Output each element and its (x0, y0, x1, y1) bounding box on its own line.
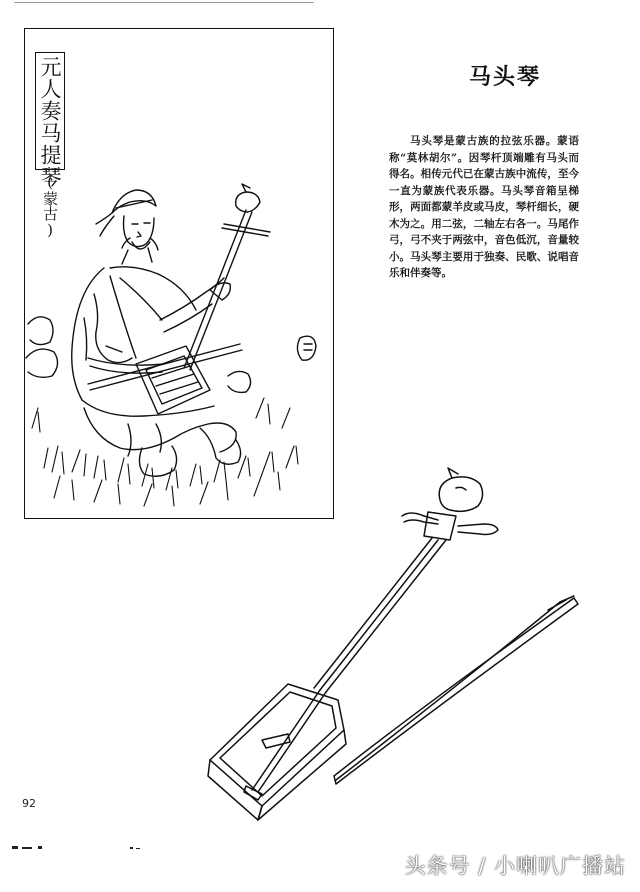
page-number: 92 (22, 797, 36, 810)
scan-artifacts (10, 842, 170, 854)
article-title: 马头琴 (468, 65, 541, 90)
article-body: 马头琴是蒙古族的拉弦乐器。蒙语称“莫林胡尔”。因琴杆顶端雕有马头而得名。相传元代已在蒙古族中流传，至今一直为蒙族代表乐器。马头琴音箱呈梯形，两面都蒙羊皮或马皮，琴杆细长，硬木为之。用二弦，二轴左右各一。马尾作弓，弓不夹于两弦中，音色低沉，音量较小。马头琴主要用于独奏、民歌、说唱音乐和伴奏等。 (389, 135, 579, 279)
illustration-caption: 元人奏马提琴 (38, 56, 62, 188)
horse-head-icon (439, 477, 482, 511)
caption-ethnicity: (蒙古) (41, 173, 59, 239)
watermark: 头条号 / 小喇叭广播站 (404, 854, 626, 878)
